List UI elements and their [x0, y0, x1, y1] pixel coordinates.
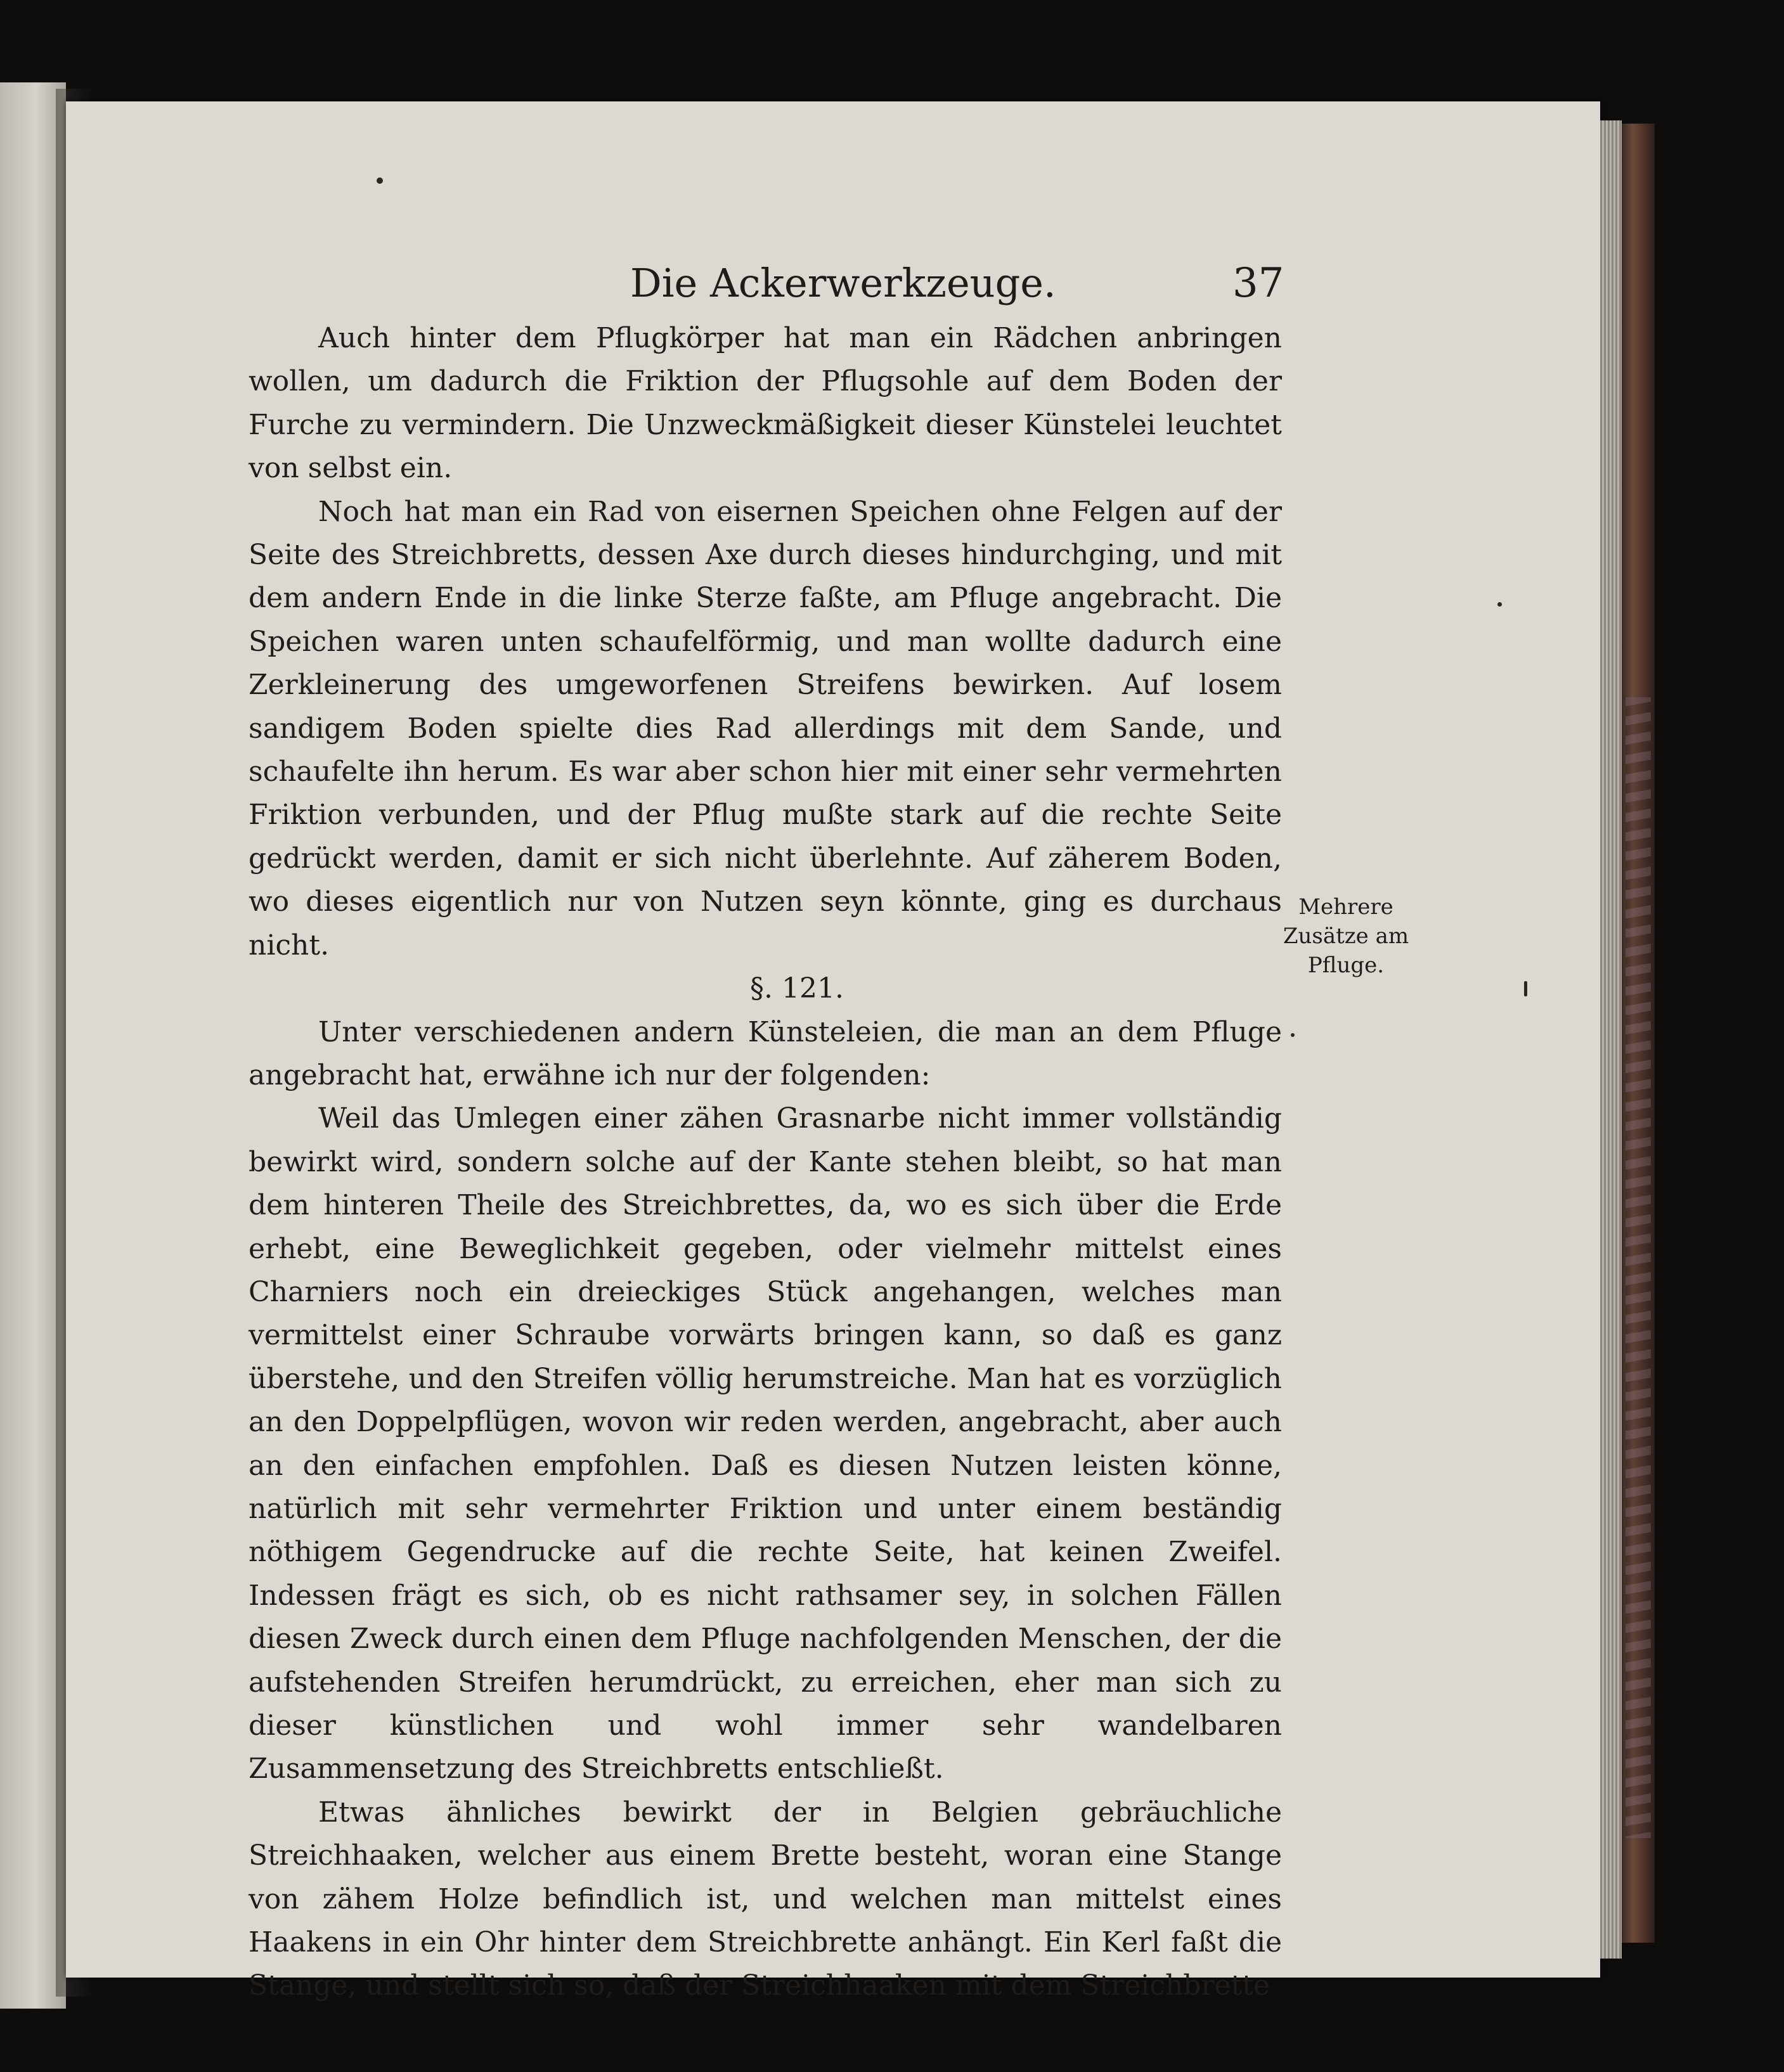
- page-number: 37: [1232, 260, 1284, 307]
- paragraph: Auch hinter dem Pflugkörper hat man ein Rädchen anbringen wollen, um dadurch die Friktion der Pflugsohle auf dem Boden der Furche zu vermindern. Die Unzweckmäßigkeit dieser Künstelei leuchtet von selbst ein.: [249, 322, 1282, 485]
- page-block-edge: [1600, 120, 1622, 1959]
- paragraph: Unter verschiedenen andern Künsteleien, die man an dem Pfluge angebracht hat, erwähne ich nur der folgenden:: [249, 1015, 1282, 1091]
- paragraph: Noch hat man ein Rad von eisernen Speichen ohne Felgen auf der Seite des Streichbretts, dessen Axe durch dieses hindurchging, und mit dem andern Ende in die linke Sterze faßte, am Pfluge angebracht. Die Speichen waren unten schaufelförmig, und man wollte dadurch eine Zerkleinerung des umgeworfenen Streifens bewirken. Auf losem sandigem Boden spielte dies Rad allerdings mit dem Sande, und schaufelte ihn herum. Es war aber schon hier mit einer sehr vermehrten Friktion verbunden, und der Pflug mußte stark auf die rechte Seite gedrückt werden, damit er sich nicht überlehnte. Auf zäherem Boden, wo dieses eigentlich nur von Nutzen seyn könnte, ging es durchaus nicht.: [249, 495, 1282, 962]
- paragraph: Weil das Umlegen einer zähen Grasnarbe nicht immer vollständig bewirkt wird, sondern solche auf der Kante stehen bleibt, so hat man dem hinteren Theile des Streichbrettes, da, wo es sich über die Erde erhebt, eine Beweglichkeit gegeben, oder vielmehr mittelst eines Charniers noch ein dreieckiges Stück angehangen, welches man vermittelst einer Schraube vorwärts bringen kann, so daß es ganz überstehe, und den Streifen völlig herumstreiche. Man hat es vorzüglich an den Doppelpflügen, wovon wir reden werden, angebracht, aber auch an den einfachen empfohlen. Daß es diesen Nutzen leisten könne, natürlich mit sehr vermehrter Friktion und unter einem beständig nöthigem Gegendrucke auf die rechte Seite, hat keinen Zweifel. Indessen frägt es sich, ob es nicht rathsamer sey, in solchen Fällen diesen Zweck durch einen dem Pfluge nachfolgenden Menschen, der die aufstehenden Streifen herumdrückt, zu erreichen, eher man sich zu dieser künstlichen und wohl immer sehr wandelbaren Zusammensetzung des Streichbretts entschließt.: [249, 1102, 1282, 1786]
- marbled-cover: [1626, 697, 1651, 1838]
- margin-note: Mehrere Zusätze am Pfluge.: [1283, 894, 1409, 978]
- paper-speck: [1524, 981, 1527, 996]
- section-heading: §. 121.: [750, 972, 844, 1005]
- paragraph: Etwas ähnliches bewirkt der in Belgien gebräuchliche Streichhaaken, welcher aus einem Brette besteht, woran eine Stange von zähem Holze befindlich ist, und welchen man mittelst eines Haakens in ein Ohr hinter dem Streichbrette anhängt. Ein Kerl faßt die Stange, und stellt sich so, daß der Streichhaaken mit dem Streichbrette: [249, 1796, 1282, 2002]
- body-text: [249, 317, 1282, 2008]
- running-title: Die Ackerwerkzeuge.: [630, 260, 1056, 306]
- paper-speck: [1497, 602, 1502, 607]
- paper-speck: [1291, 1033, 1295, 1037]
- paper-speck: [377, 177, 383, 184]
